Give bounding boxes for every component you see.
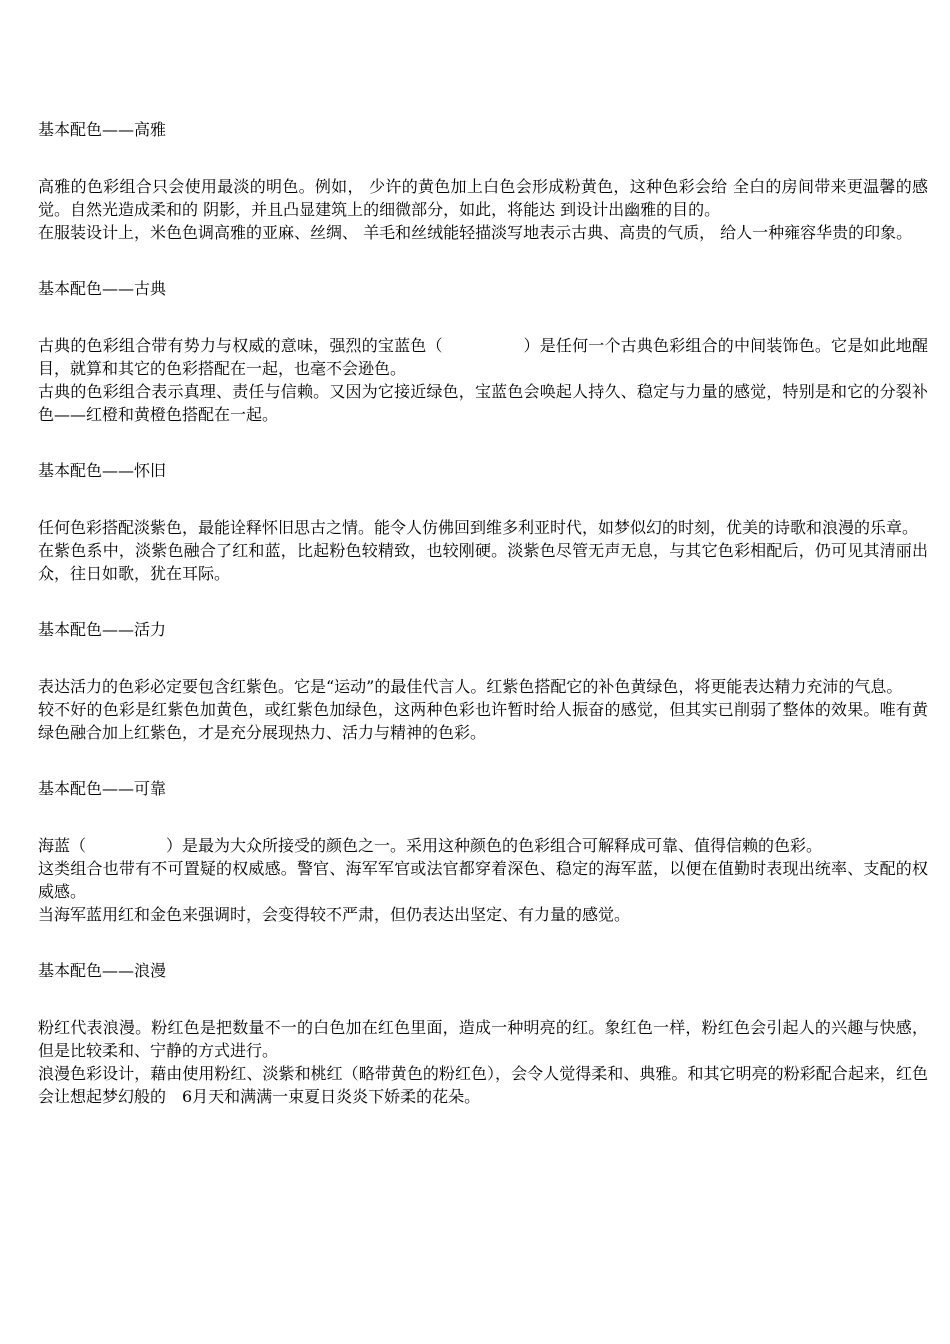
section-spacer (38, 585, 928, 619)
section-vitality (38, 619, 928, 744)
document-page (38, 119, 928, 1108)
paragraph: 表达活力的色彩必定要包含红紫色。它是“运动”的最佳代言人。红紫色搭配它的补色黄绿色，将更能表达精力充沛的气息。 (38, 677, 903, 696)
paragraph: 在服装设计上，米色色调高雅的亚麻、丝绸、 羊毛和丝绒能轻描淡写地表示古典、高贵的气质， 给人一种雍容华贵的印象。 (38, 223, 913, 242)
section-heading: 基本配色——可靠 (38, 779, 167, 798)
section-heading: 基本配色——古典 (38, 279, 167, 298)
section-heading: 基本配色——活力 (38, 620, 167, 639)
section-spacer (38, 426, 928, 460)
paragraph: 粉红代表浪漫。粉红色是把数量不一的白色加在红色里面，造成一种明亮的红。象红色一样，粉红色会引起人的兴趣与快感，但是比较柔和、宁静的方式进行。 (38, 1018, 928, 1060)
section-nostalgic (38, 460, 928, 585)
paragraph: 古典的色彩组合带有势力与权威的意味，强烈的宝蓝色（ ）是任何一个古典色彩组合的中间装饰色。它是如此地醒目，就算和其它的色彩搭配在一起，也毫不会逊色。 (38, 336, 928, 378)
section-heading: 基本配色——高雅 (38, 120, 167, 139)
paragraph: 古典的色彩组合表示真理、责任与信赖。又因为它接近绿色，宝蓝色会唤起人持久、稳定与力量的感觉，特别是和它的分裂补色——红橙和黄橙色搭配在一起。 (38, 382, 928, 424)
section-heading: 基本配色——浪漫 (38, 961, 167, 980)
section-classic (38, 278, 928, 426)
paragraph: 在紫色系中，淡紫色融合了红和蓝，比起粉色较精致，也较刚硬。淡紫色尽管无声无息，与其它色彩相配后，仍可见其清丽出众，往日如歌，犹在耳际。 (38, 541, 928, 583)
section-spacer (38, 244, 928, 278)
section-spacer (38, 926, 928, 960)
section-reliable (38, 778, 928, 926)
section-elegant (38, 119, 928, 244)
paragraph: 较不好的色彩是红紫色加黄色，或红紫色加绿色，这两种色彩也许暂时给人振奋的感觉，但其实已削弱了整体的效果。唯有黄绿色融合加上红紫色，才是充分展现热力、活力与精神的色彩。 (38, 700, 928, 742)
paragraph: 当海军蓝用红和金色来强调时，会变得较不严肃，但仍表达出坚定、有力量的感觉。 (38, 905, 631, 924)
paragraph: 这类组合也带有不可置疑的权威感。警官、海军军官或法官都穿着深色、稳定的海军蓝，以便在值勤时表现出统率、支配的权威感。 (38, 859, 928, 901)
section-romantic (38, 960, 928, 1108)
paragraph: 海蓝（ ）是最为大众所接受的颜色之一。采用这种颜色的色彩组合可解释成可靠、值得信赖的色彩。 (38, 836, 823, 855)
paragraph: 高雅的色彩组合只会使用最淡的明色。例如， 少许的黄色加上白色会形成粉黄色，这种色彩会给 全白的房间带来更温馨的感觉。自然光造成柔和的 阴影，并且凸显建筑上的细微部分，如此，将能达 到设计出幽雅的目的。 (38, 177, 928, 219)
section-spacer (38, 744, 928, 778)
paragraph: 任何色彩搭配淡紫色，最能诠释怀旧思古之情。能令人仿佛回到维多利亚时代，如梦似幻的时刻，优美的诗歌和浪漫的乐章。 (38, 518, 919, 537)
section-heading: 基本配色——怀旧 (38, 461, 167, 480)
paragraph: 浪漫色彩设计，藉由使用粉红、淡紫和桃红（略带黄色的粉红色），会令人觉得柔和、典雅。和其它明亮的粉彩配合起来，红色会让想起梦幻般的 6月天和满满一束夏日炎炎下娇柔的花朵。 (38, 1064, 928, 1106)
